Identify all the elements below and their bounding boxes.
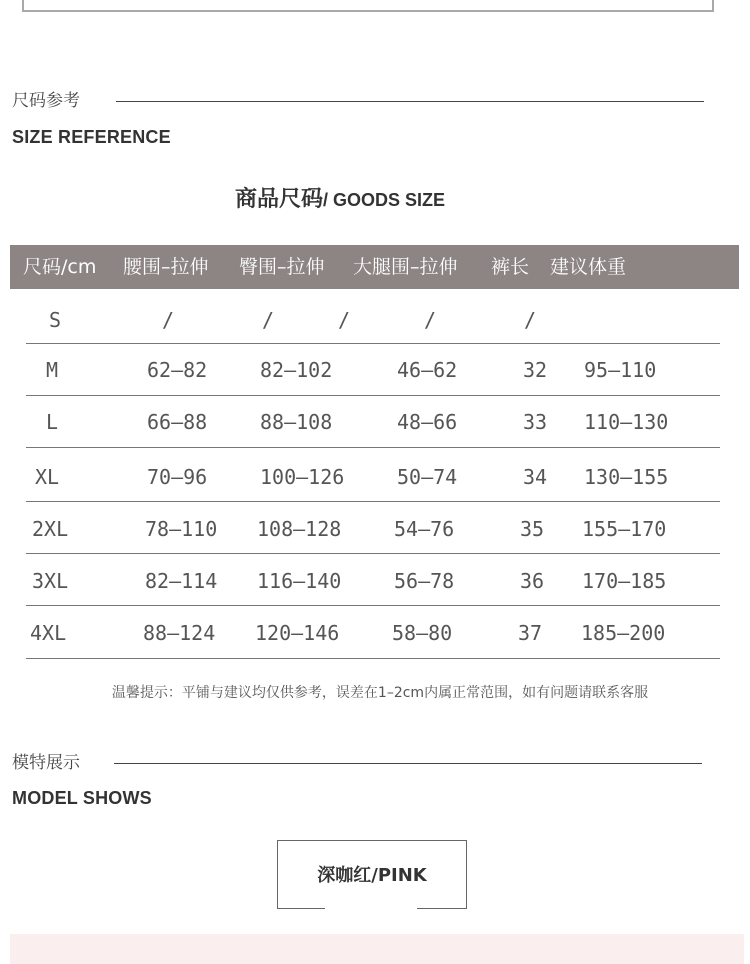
cell-hip: 120–146	[255, 621, 340, 645]
size-table-header	[10, 245, 739, 289]
table-row	[26, 448, 720, 502]
header-length: 裤长	[491, 256, 530, 278]
cell-thigh: 56–78	[394, 569, 455, 593]
cell-hip: /	[262, 308, 275, 332]
cell-thigh: 50–74	[397, 465, 458, 489]
cell-waist: 66–88	[147, 410, 208, 434]
goods-size-title	[0, 182, 680, 213]
goods-size-en: / GOODS SIZE	[322, 190, 446, 210]
table-row	[26, 290, 720, 344]
header-waist: 腰围–拉伸	[123, 256, 209, 278]
cell-waist: 82–114	[145, 569, 218, 593]
cell-waist: 88–124	[143, 621, 216, 645]
cell-waist: 78–110	[145, 517, 218, 541]
cell-hip: 82–102	[260, 358, 333, 382]
cell-size: 4XL	[30, 621, 67, 645]
cell-length: 35	[520, 517, 545, 541]
cell-thigh: 54–76	[394, 517, 455, 541]
cell-weight: 170–185	[582, 569, 667, 593]
model-shows-en: MODEL SHOWS	[12, 788, 152, 808]
table-row	[26, 606, 720, 659]
cell-length: /	[524, 308, 537, 332]
cell-waist: 70–96	[147, 465, 208, 489]
table-row	[26, 554, 720, 606]
header-size: 尺码/cm	[23, 256, 97, 278]
header-thigh: 大腿围–拉伸	[353, 256, 458, 278]
cell-length: 36	[520, 569, 545, 593]
cell-size: M	[46, 358, 59, 382]
table-row	[26, 344, 720, 396]
size-reference-heading	[12, 89, 704, 113]
cell-weight: 155–170	[582, 517, 667, 541]
cell-hip: 116–140	[257, 569, 342, 593]
cell-thigh: 48–66	[397, 410, 458, 434]
cell-size: S	[49, 308, 62, 332]
table-row	[26, 396, 720, 448]
size-reference-en: SIZE REFERENCE	[12, 127, 171, 147]
cell-weight: 95–110	[584, 358, 657, 382]
color-pink-label[interactable]	[277, 840, 467, 909]
size-tip-note: 温馨提示：平铺与建议均仅供参考，误差在1–2cm内属正常范围，如有问题请联系客服	[111, 685, 649, 701]
cell-hip: /	[338, 308, 351, 332]
color-label-text: 深咖红/PINK	[317, 865, 427, 886]
cell-length: 33	[523, 410, 548, 434]
top-frame	[22, 0, 714, 12]
divider-line	[114, 763, 702, 764]
cell-thigh: 46–62	[397, 358, 458, 382]
cell-weight: 185–200	[581, 621, 666, 645]
cell-size: L	[46, 410, 59, 434]
cell-length: 32	[523, 358, 548, 382]
cell-thigh: /	[424, 308, 437, 332]
cell-length: 37	[518, 621, 543, 645]
table-row	[26, 502, 720, 554]
frame-gap	[325, 906, 417, 909]
cell-length: 34	[523, 465, 548, 489]
cell-weight: 110–130	[584, 410, 669, 434]
cell-size: 2XL	[32, 517, 69, 541]
header-hip: 臀围–拉伸	[239, 256, 325, 278]
cell-hip: 100–126	[260, 465, 345, 489]
cell-hip: 88–108	[260, 410, 333, 434]
model-shows-cn: 模特展示	[12, 753, 80, 773]
cell-waist: 62–82	[147, 358, 208, 382]
cell-size: XL	[35, 465, 60, 489]
divider-line	[116, 101, 704, 102]
header-weight: 建议体重	[550, 256, 627, 278]
cell-weight: 130–155	[584, 465, 669, 489]
cell-hip: 108–128	[257, 517, 342, 541]
cell-thigh: 58–80	[392, 621, 453, 645]
cell-size: 3XL	[32, 569, 69, 593]
size-reference-cn: 尺码参考	[12, 91, 80, 111]
model-shows-heading	[12, 751, 704, 775]
goods-size-cn: 商品尺码	[234, 187, 323, 212]
cell-waist: /	[162, 308, 175, 332]
